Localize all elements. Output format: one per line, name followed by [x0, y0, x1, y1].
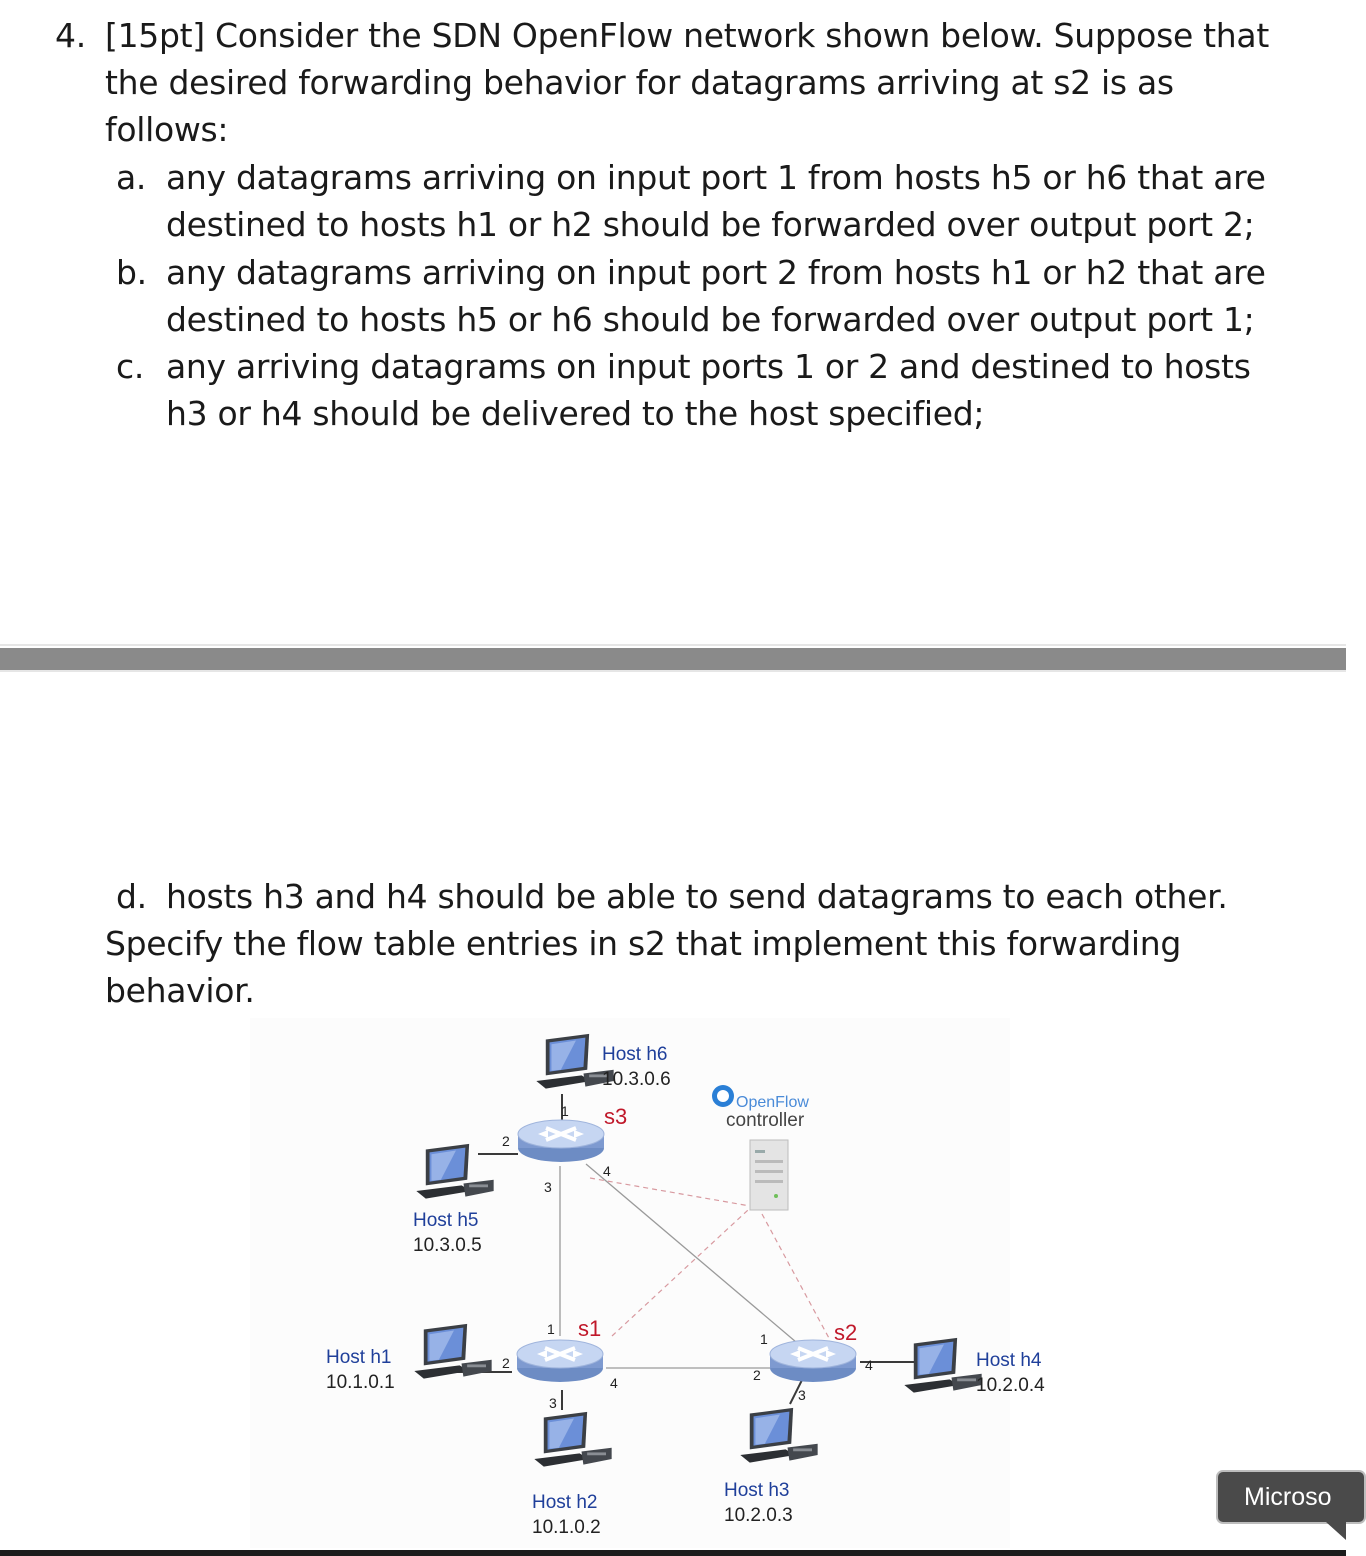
- s3-port-4: 4: [603, 1163, 611, 1179]
- item-c-line-2: h3 or h4 should be delivered to the host specified;: [166, 394, 985, 433]
- host-h5-name: Host h5: [413, 1210, 479, 1231]
- closing-line-2: behavior.: [105, 971, 255, 1010]
- sdn-network-diagram: [250, 1018, 1045, 1548]
- s1-port-4: 4: [610, 1375, 618, 1391]
- item-a-marker: a.: [116, 158, 147, 197]
- s2-port-3: 3: [798, 1387, 806, 1403]
- item-a-line-2: destined to hosts h1 or h2 should be forwarded over output port 2;: [166, 205, 1255, 244]
- s3-port-2: 2: [502, 1133, 510, 1149]
- s3-port-3: 3: [544, 1179, 552, 1195]
- switch-s3: [518, 1120, 604, 1162]
- host-h3-name: Host h3: [724, 1480, 790, 1501]
- s3-port-1: 1: [561, 1103, 569, 1119]
- s2-port-1: 1: [760, 1331, 768, 1347]
- controller-label: controller: [726, 1110, 805, 1131]
- s2-label: s2: [834, 1320, 858, 1345]
- switch-s1: [517, 1340, 603, 1382]
- host-h2-ip: 10.1.0.2: [532, 1517, 601, 1538]
- s3-label: s3: [604, 1104, 628, 1129]
- host-h4-ip: 10.2.0.4: [976, 1375, 1045, 1396]
- question-line-2: the desired forwarding behavior for datagrams arriving at s2 is as: [105, 63, 1174, 102]
- item-d-line-1: hosts h3 and h4 should be able to send datagrams to each other.: [166, 877, 1228, 916]
- item-d-marker: d.: [116, 877, 147, 916]
- bottom-edge-bar: [0, 1550, 1346, 1556]
- question-number: 4.: [55, 16, 86, 55]
- s2-port-2: 2: [753, 1367, 761, 1383]
- page-divider-top: [0, 644, 1346, 646]
- s1-port-2: 2: [502, 1355, 510, 1371]
- item-b-marker: b.: [116, 253, 147, 292]
- openflow-logo-text: OpenFlow: [736, 1094, 809, 1111]
- host-h4-name: Host h4: [976, 1350, 1042, 1371]
- closing-line-1: Specify the flow table entries in s2 that implement this forwarding: [105, 924, 1182, 963]
- host-h3-ip: 10.2.0.3: [724, 1505, 793, 1526]
- item-c-line-1: any arriving datagrams on input ports 1 or 2 and destined to hosts: [166, 347, 1251, 386]
- host-h6-name: Host h6: [602, 1044, 668, 1065]
- s1-label: s1: [578, 1316, 602, 1341]
- question-line-1: [15pt] Consider the SDN OpenFlow network shown below. Suppose that: [105, 16, 1269, 55]
- host-h6-ip: 10.3.0.6: [602, 1069, 671, 1090]
- host-h1-name: Host h1: [326, 1347, 392, 1368]
- tooltip-tail-icon: [1326, 1522, 1346, 1540]
- switch-s2: [770, 1340, 856, 1382]
- page-divider-bottom: [0, 670, 1346, 672]
- page-break-bar: [0, 648, 1346, 670]
- item-b-line-2: destined to hosts h5 or h6 should be forwarded over output port 1;: [166, 300, 1255, 339]
- item-c-marker: c.: [116, 347, 145, 386]
- host-h1-ip: 10.1.0.1: [326, 1372, 395, 1393]
- s1-port-1: 1: [547, 1321, 555, 1337]
- item-a-line-1: any datagrams arriving on input port 1 from hosts h5 or h6 that are: [166, 158, 1266, 197]
- item-b-line-1: any datagrams arriving on input port 2 from hosts h1 or h2 that are: [166, 253, 1266, 292]
- question-line-3: follows:: [105, 110, 229, 149]
- microsoft-tooltip[interactable]: Microso: [1216, 1470, 1366, 1524]
- host-h5-ip: 10.3.0.5: [413, 1235, 482, 1256]
- s1-port-3: 3: [549, 1395, 557, 1411]
- s2-port-4: 4: [865, 1357, 873, 1373]
- host-h2-name: Host h2: [532, 1492, 598, 1513]
